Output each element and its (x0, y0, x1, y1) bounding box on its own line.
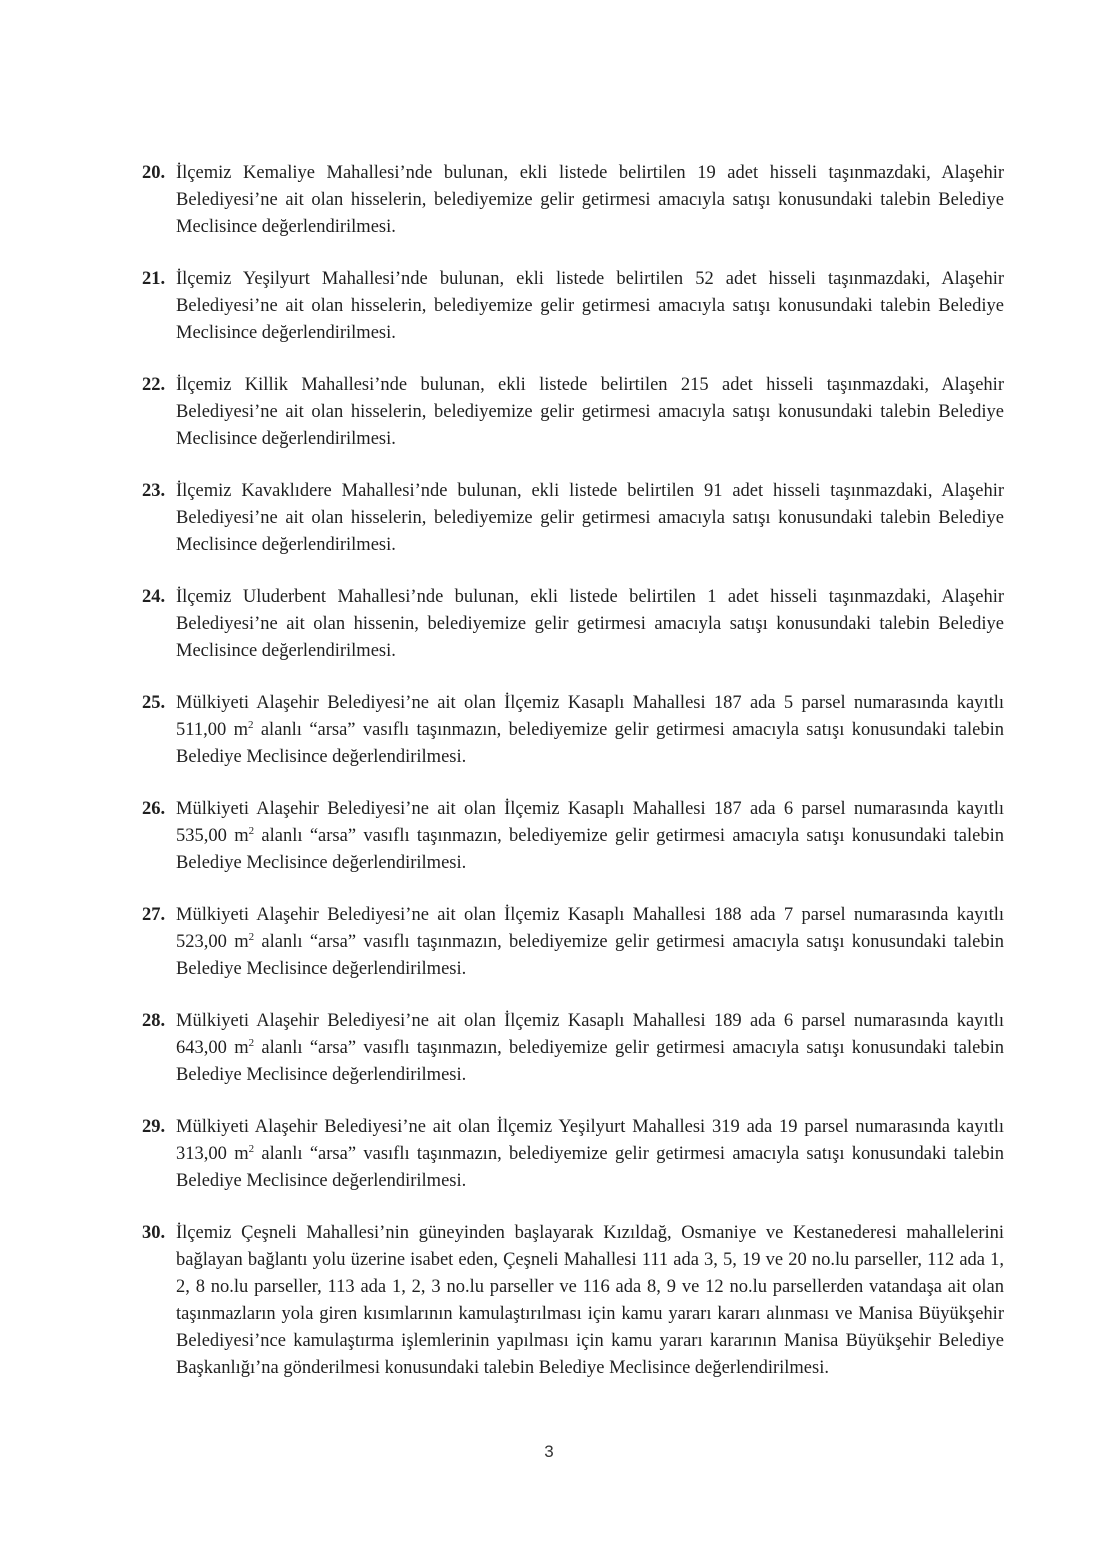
item-text (176, 1011, 1004, 1085)
item-text-part: Mülkiyeti Alaşehir Belediyesi’ne ait olan İlçemiz Yeşilyurt Mahallesi 319 ada 19 parsel numarasında kayıtlı 313,00 m (176, 1117, 1004, 1164)
item-text: İlçemiz Çeşneli Mahallesi’nin güneyinden başlayarak Kızıldağ, Osmaniye ve Kestanederesi mahallelerini bağlayan bağlantı yolu üzerine isabet eden, Çeşneli Mahallesi 111 ada 3, 5, 19 ve 20 no.lu parseller, 112 ada 1, 2, 8 no.lu parseller, 113 ada 1, 2, 3 no.lu parseller ve 116 ada 8, 9 ve 12 no.lu parsellerden vatandaşa ait olan taşınmazların yola giren kısımlarının kamulaştırılması için kamu yararı kararı alınması ve Manisa Büyükşehir Belediyesi’nce kamulaştırma işlemlerinin yapılması için kamu yararı kararının Manisa Büyükşehir Belediye Başkanlığı’na gönderilmesi konusundaki talebin Belediye Meclisince değerlendirilmesi. (176, 1223, 1004, 1378)
item-text-part: Mülkiyeti Alaşehir Belediyesi’ne ait olan İlçemiz Kasaplı Mahallesi 188 ada 7 parsel numarasında kayıtlı 523,00 m (176, 905, 1004, 952)
agenda-item-22 (140, 372, 1004, 453)
agenda-item-20 (140, 160, 1004, 241)
page-number: 3 (544, 1442, 554, 1461)
item-text (176, 905, 1004, 979)
item-text-part: Mülkiyeti Alaşehir Belediyesi’ne ait olan İlçemiz Kasaplı Mahallesi 187 ada 6 parsel numarasında kayıtlı 535,00 m (176, 799, 1004, 846)
item-number: 21. (142, 269, 166, 289)
item-number: 23. (142, 481, 166, 501)
superscript: 2 (248, 824, 255, 837)
item-text (176, 693, 1004, 767)
superscript: 2 (248, 1036, 255, 1049)
agenda-item-24 (140, 584, 1004, 665)
item-number: 27. (142, 905, 166, 925)
item-text: İlçemiz Uluderbent Mahallesi’nde bulunan, ekli listede belirtilen 1 adet hisseli taşınmazdaki, Alaşehir Belediyesi’ne ait olan hissenin, belediyemize gelir getirmesi amacıyla satışı konusundaki talebin Belediye Meclisince değerlendirilmesi. (176, 587, 1004, 661)
item-text-part: alanlı “arsa” vasıflı taşınmazın, belediyemize gelir getirmesi amacıyla satışı konusundaki talebin Belediye Meclisince değerlendirilmesi. (176, 1144, 1004, 1191)
agenda-item-29 (140, 1114, 1004, 1195)
item-text (176, 799, 1004, 873)
item-number: 29. (142, 1117, 166, 1137)
superscript: 2 (247, 718, 254, 731)
item-text: İlçemiz Kavaklıdere Mahallesi’nde bulunan, ekli listede belirtilen 91 adet hisseli taşınmazdaki, Alaşehir Belediyesi’ne ait olan hisselerin, belediyemize gelir getirmesi amacıyla satışı konusundaki talebin Belediye Meclisince değerlendirilmesi. (176, 481, 1004, 555)
item-number: 24. (142, 587, 166, 607)
agenda-item-28 (140, 1008, 1004, 1089)
superscript: 2 (248, 930, 255, 943)
agenda-item-30 (140, 1220, 1004, 1382)
item-text-part: alanlı “arsa” vasıflı taşınmazın, belediyemize gelir getirmesi amacıyla satışı konusundaki talebin Belediye Meclisince değerlendirilmesi. (176, 826, 1004, 873)
item-number: 25. (142, 693, 166, 713)
agenda-items (140, 160, 1004, 1407)
item-number: 20. (142, 163, 166, 183)
item-text-part: alanlı “arsa” vasıflı taşınmazın, belediyemize gelir getirmesi amacıyla satışı konusundaki talebin Belediye Meclisince değerlendirilmesi. (176, 932, 1004, 979)
agenda-item-23 (140, 478, 1004, 559)
agenda-item-27 (140, 902, 1004, 983)
agenda-item-25 (140, 690, 1004, 771)
item-number: 30. (142, 1223, 166, 1243)
agenda-item-21 (140, 266, 1004, 347)
item-text (176, 1117, 1004, 1191)
item-text-part: Mülkiyeti Alaşehir Belediyesi’ne ait olan İlçemiz Kasaplı Mahallesi 187 ada 5 parsel numarasında kayıtlı 511,00 m (176, 693, 1004, 740)
item-number: 28. (142, 1011, 166, 1031)
item-text: İlçemiz Killik Mahallesi’nde bulunan, ekli listede belirtilen 215 adet hisseli taşınmazdaki, Alaşehir Belediyesi’ne ait olan hisselerin, belediyemize gelir getirmesi amacıyla satışı konusundaki talebin Belediye Meclisince değerlendirilmesi. (176, 375, 1004, 449)
item-number: 22. (142, 375, 166, 395)
item-text: İlçemiz Yeşilyurt Mahallesi’nde bulunan, ekli listede belirtilen 52 adet hisseli taşınmazdaki, Alaşehir Belediyesi’ne ait olan hisselerin, belediyemize gelir getirmesi amacıyla satışı konusundaki talebin Belediye Meclisince değerlendirilmesi. (176, 269, 1004, 343)
item-number: 26. (142, 799, 166, 819)
item-text-part: Mülkiyeti Alaşehir Belediyesi’ne ait olan İlçemiz Kasaplı Mahallesi 189 ada 6 parsel numarasında kayıtlı 643,00 m (176, 1011, 1004, 1058)
agenda-item-26 (140, 796, 1004, 877)
superscript: 2 (248, 1142, 255, 1155)
item-text-part: alanlı “arsa” vasıflı taşınmazın, belediyemize gelir getirmesi amacıyla satışı konusundaki talebin Belediye Meclisince değerlendirilmesi. (176, 1038, 1004, 1085)
item-text-part: alanlı “arsa” vasıflı taşınmazın, belediyemize gelir getirmesi amacıyla satışı konusundaki talebin Belediye Meclisince değerlendirilmesi. (176, 720, 1004, 767)
item-text: İlçemiz Kemaliye Mahallesi’nde bulunan, ekli listede belirtilen 19 adet hisseli taşınmazdaki, Alaşehir Belediyesi’ne ait olan hisselerin, belediyemize gelir getirmesi amacıyla satışı konusundaki talebin Belediye Meclisince değerlendirilmesi. (176, 163, 1004, 237)
